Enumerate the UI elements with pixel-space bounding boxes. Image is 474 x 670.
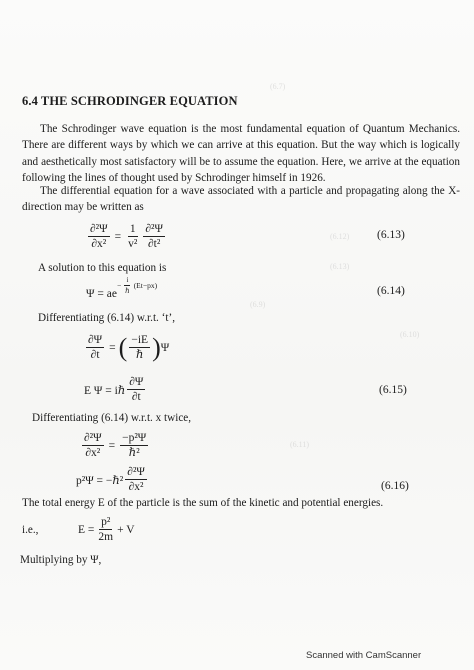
numerator: ∂Ψ: [88, 334, 103, 346]
fraction: [129, 334, 150, 361]
differentiating-t-line: Differentiating (6.14) w.r.t. ‘t’,: [38, 312, 176, 324]
denominator: ℏ: [135, 349, 144, 361]
numerator: ∂²Ψ: [90, 223, 108, 235]
left-paren: (: [118, 332, 128, 362]
fraction: [96, 516, 115, 543]
equation-total-energy: [78, 516, 135, 543]
numerator: p²: [101, 516, 111, 528]
exponent-argument: (Et−px): [133, 281, 158, 290]
fraction: [123, 276, 132, 295]
numerator: ∂Ψ: [129, 376, 144, 388]
equation-number: (6.14): [377, 285, 405, 297]
section-heading: 6.4 THE SCHRODINGER EQUATION: [22, 94, 238, 108]
equation-6-15: [84, 376, 147, 403]
show-through-text: (6.9): [250, 300, 266, 309]
solution-line: A solution to this equation is: [38, 262, 167, 274]
numerator: ∂²Ψ: [127, 466, 145, 478]
equals-sign: =: [108, 439, 116, 452]
numerator: ∂²Ψ: [145, 223, 163, 235]
right-paren: ): [152, 332, 161, 362]
equation-number: (6.13): [377, 229, 405, 241]
equation-space-derivative: [80, 432, 150, 459]
show-through-text: (6.12): [330, 232, 350, 241]
denominator: ∂x²: [91, 238, 107, 250]
equation-6-16: [76, 466, 149, 493]
exponent-sign: −: [116, 281, 122, 290]
denominator: ∂x²: [85, 447, 101, 459]
denominator: v²: [128, 238, 138, 250]
numerator: 1: [129, 223, 136, 235]
equation-6-14: [86, 276, 158, 303]
paragraph-differential: The differential equation for a wave associated with a particle and propagating along the X-direction may be written as: [22, 185, 460, 214]
denominator: ∂x²: [128, 481, 144, 493]
fraction: [127, 376, 145, 403]
psi: Ψ: [160, 341, 170, 354]
denominator: ∂t²: [147, 238, 161, 250]
numerator: ∂²Ψ: [84, 432, 102, 444]
denominator: 2m: [98, 531, 114, 543]
denominator: ℏ: [125, 287, 130, 295]
ie-label: i.e.,: [22, 524, 39, 536]
fraction: [143, 223, 165, 250]
momentum-operator-lhs: p²Ψ = −ℏ²: [76, 474, 124, 487]
equals-sign: =: [109, 341, 116, 354]
denominator: ℏ²: [128, 447, 140, 459]
equation-6-13: [86, 223, 167, 250]
energy-lhs: E =: [78, 523, 95, 536]
fraction: [120, 432, 148, 459]
fraction: [125, 466, 147, 493]
equation-number: (6.15): [379, 384, 407, 396]
paragraph-intro: The Schrodinger wave equation is the most fundamental equation of Quantum Mechanics. There are different ways by which we can arrive at this equation. But the way which is logically and aesthetically most satisfactory will be to assume the equation. Here, we arrive at the equation following the lines of thought used by Schrodinger himself in 1926.: [22, 123, 460, 185]
show-through-text: (6.13): [330, 262, 350, 271]
show-through-text: (6.7): [270, 82, 286, 91]
denominator: ∂t: [131, 391, 141, 403]
fraction: [126, 223, 139, 250]
denominator: ∂t: [90, 349, 100, 361]
fraction: [82, 432, 104, 459]
show-through-text: (6.11): [290, 440, 310, 449]
psi-definition: Ψ = ae: [86, 287, 117, 300]
equation-number: (6.16): [381, 480, 409, 492]
exponent: [117, 276, 157, 295]
numerator: i: [126, 276, 129, 284]
energy-operator-lhs: E Ψ = iℏ: [84, 384, 126, 397]
show-through-text: (6.10): [400, 330, 420, 339]
potential-term: + V: [117, 523, 135, 536]
numerator: −iE: [131, 334, 149, 346]
equation-time-derivative: [84, 334, 169, 361]
paragraph-total-energy: The total energy E of the particle is the sum of the kinetic and potential energies.: [22, 497, 384, 509]
differentiating-x-line: Differentiating (6.14) w.r.t. x twice,: [32, 412, 192, 424]
scanner-watermark: Scanned with CamScanner: [306, 650, 422, 661]
fraction: [86, 334, 104, 361]
numerator: −p²Ψ: [122, 432, 147, 444]
multiplying-line: Multiplying by Ψ,: [20, 554, 102, 566]
fraction: [88, 223, 110, 250]
equals-sign: =: [114, 230, 122, 243]
